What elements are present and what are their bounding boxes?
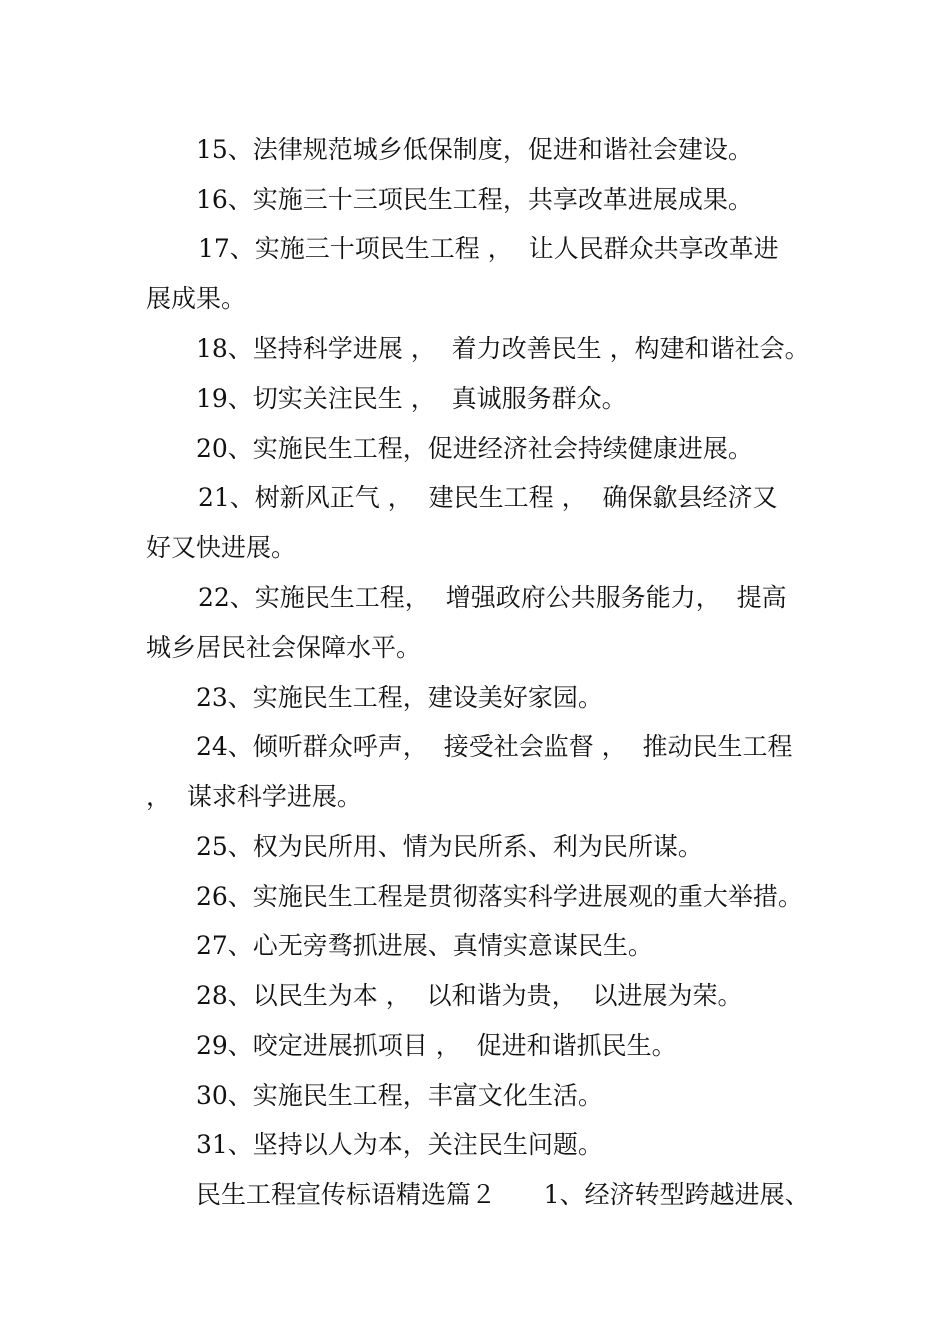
slogan-28: 28、以民生为本 ， 以和谐为贵， 以进展为荣。 xyxy=(196,981,743,1010)
slogan-15: 15、法律规范城乡低保制度，促进和谐社会建设。 xyxy=(196,135,753,164)
slogan-16: 16、实施三十三项民生工程，共享改革进展成果。 xyxy=(196,185,753,214)
slogan-26: 26、实施民生工程是贯彻落实科学进展观的重大举措。 xyxy=(196,882,803,911)
slogan-23: 23、实施民生工程，建设美好家园。 xyxy=(196,683,603,712)
slogan-22: 22、实施民生工程， 增强政府公共服务能力， 提高 xyxy=(198,583,787,612)
slogan-17-continued: 展成果。 xyxy=(146,284,247,313)
section-heading-article-2: 民生工程宣传标语精选篇２ 1、经济转型跨越进展、 xyxy=(196,1180,810,1209)
slogan-24: 24、倾听群众呼声， 接受社会监督 ， 推动民生工程 xyxy=(196,732,793,761)
slogan-25: 25、权为民所用、情为民所系、利为民所谋。 xyxy=(196,832,703,861)
slogan-22-continued: 城乡居民社会保障水平。 xyxy=(146,633,422,662)
slogan-27: 27、心无旁骛抓进展、真情实意谋民生。 xyxy=(196,931,653,960)
slogan-29: 29、咬定进展抓项目 ， 促进和谐抓民生。 xyxy=(196,1031,677,1060)
slogan-30: 30、实施民生工程，丰富文化生活。 xyxy=(196,1081,603,1110)
slogan-19: 19、切实关注民生 ， 真诚服务群众。 xyxy=(196,384,627,413)
slogan-21-continued: 好又快进展。 xyxy=(146,533,297,562)
slogan-18: 18、坚持科学进展 ， 着力改善民生 ，构建和谐社会。 xyxy=(196,334,810,363)
slogan-17: 17、实施三十项民生工程 ， 让人民群众共享改革进 xyxy=(198,234,779,263)
slogan-21: 21、树新风正气 ， 建民生工程 ， 确保歙县经济又 xyxy=(198,483,778,512)
slogan-31: 31、坚持以人为本，关注民生问题。 xyxy=(196,1130,603,1159)
slogan-24-continued: ， 谋求科学进展。 xyxy=(146,782,362,811)
slogan-20: 20、实施民生工程，促进经济社会持续健康进展。 xyxy=(196,434,753,463)
